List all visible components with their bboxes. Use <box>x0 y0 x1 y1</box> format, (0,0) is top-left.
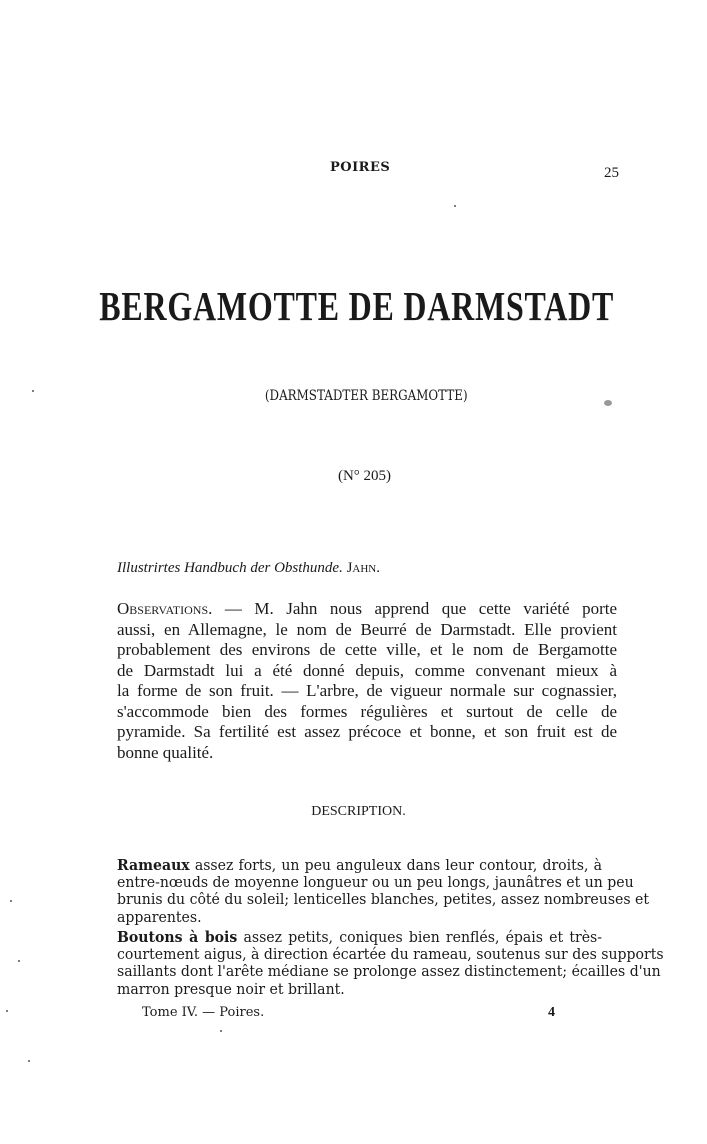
text-line: brunis du côté du soleil; lenticelles blanches, petites, assez nombreuses et <box>117 892 650 908</box>
text-line: probablement des environs de cette ville, et le nom de Bergamotte <box>117 640 617 659</box>
page-number: 25 <box>604 165 619 181</box>
page-title: BERGAMOTTE DE DARMSTADT <box>99 283 615 329</box>
variety-number: (N° 205) <box>337 468 392 484</box>
rameaux-paragraph <box>117 857 650 927</box>
running-title: POIRES <box>330 160 391 175</box>
text-line <box>117 857 602 875</box>
text-line: pyramide. Sa fertilité est assez précoce et bonne, et son fruit est de <box>117 722 617 741</box>
text-line: entre-nœuds de moyenne longueur ou un peu longs, jaunâtres et un peu <box>117 874 634 891</box>
text-line: la forme de son fruit. — L'arbre, de vigueur normale sur cognassier, <box>117 681 617 700</box>
text-line <box>117 599 617 620</box>
observations-paragraph <box>117 599 617 763</box>
text-line: courtement aigus, à direction écartée du rameau, soutenus sur des supports <box>117 946 664 963</box>
boutons-term: Boutons à bois <box>117 929 238 946</box>
text-line: saillants dont l'arête médiane se prolonge assez distinctement; écailles d'un <box>117 964 661 980</box>
text-line <box>117 929 602 947</box>
text: assez forts, un peu anguleux dans leur contour, droits, à <box>189 858 602 874</box>
rameaux-term: Rameaux <box>117 857 190 874</box>
text-line: marron presque noir et brillant. <box>117 981 345 998</box>
text-line: apparentes. <box>117 909 202 926</box>
text-line: aussi, en Allemagne, le nom de Beurré de Darmstadt. Elle provient <box>117 619 617 639</box>
reference <box>117 560 380 577</box>
reference-author: Jahn. <box>346 560 380 576</box>
observations-label: Observations. <box>117 599 213 618</box>
text-line: s'accommode bien des formes régulières et surtout de celle de <box>117 701 617 721</box>
description-heading: DESCRIPTION. <box>311 804 406 819</box>
footer-sheet-number: 4 <box>548 1005 555 1020</box>
text-line: de Darmstadt lui a été donné depuis, comme convenant mieux à <box>117 660 617 680</box>
subtitle: (DARMSTADTER BERGAMOTTE) <box>264 388 468 404</box>
reference-work: Illustrirtes Handbuch der Obsthunde. <box>117 560 343 576</box>
boutons-paragraph <box>117 929 664 999</box>
text: — M. Jahn nous apprend que cette variété porte <box>212 599 617 618</box>
text-line: bonne qualité. <box>117 742 214 762</box>
footer-signature: Tome IV. — Poires. <box>142 1005 265 1020</box>
text: assez petits, coniques bien renflés, épais et très- <box>237 930 603 946</box>
